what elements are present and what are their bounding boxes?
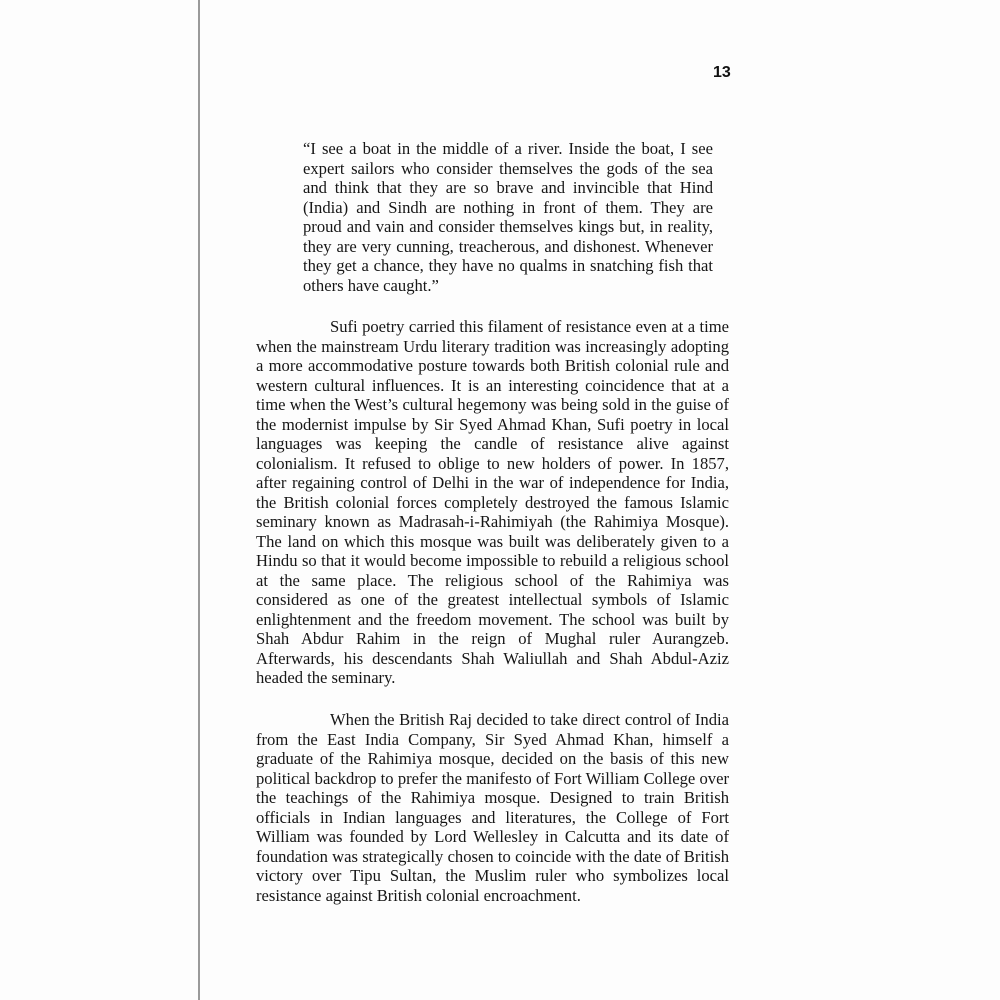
body-paragraph-2: When the British Raj decided to take direct control of India from the East India Company, Sir Syed Ahmad Khan, himself a graduate of the Rahimiya mosque, decided on the basis of this new political backdrop to prefer the manifesto of Fort William College over the teachings of the Rahimiya mosque. Designed to train British officials in Indian languages and literatures, the College of Fort William was founded by Lord Wellesley in Calcutta and its date of foundation was strategically chosen to coincide with the date of British victory over Tipu Sultan, the Muslim ruler who symbolizes local resistance against British colonial encroachment. <box>256 710 729 905</box>
block-quote: “I see a boat in the middle of a river. Inside the boat, I see expert sailors who consider themselves the gods of the sea and think that they are so brave and invincible that Hind (India) and Sindh are nothing in front of them. They are proud and vain and consider themselves kings but, in reality, they are very cunning, treacherous, and dishonest. Whenever they get a chance, they have no qualms in snatching fish that others have caught.” <box>303 139 713 295</box>
body-paragraph-1: Sufi poetry carried this filament of resistance even at a time when the mainstream Urdu literary tradition was increasingly adopting a more accommodative posture towards both British colonial rule and western cultural influences. It is an interesting coincidence that at a time when the West’s cultural hegemony was being sold in the guise of the modernist impulse by Sir Syed Ahmad Khan, Sufi poetry in local languages was keeping the candle of resistance alive against colonialism. It refused to oblige to new holders of power. In 1857, after regaining control of Delhi in the war of independence for India, the British colonial forces completely destroyed the famous Islamic seminary known as Madrasah-i-Rahimiyah (the Rahimiya Mosque). The land on which this mosque was built was deliberately given to a Hindu so that it would become impossible to rebuild a religious school at the same place. The religious school of the Rahimiya was considered as one of the greatest intellectual symbols of Islamic enlightenment and the freedom movement. The school was built by Shah Abdur Rahim in the reign of Mughal ruler Aurangzeb. Afterwards, his descendants Shah Waliullah and Shah Abdul-Aziz headed the seminary. <box>256 317 729 687</box>
page-number: 13 <box>713 64 731 81</box>
page-binding-edge <box>198 0 200 1000</box>
